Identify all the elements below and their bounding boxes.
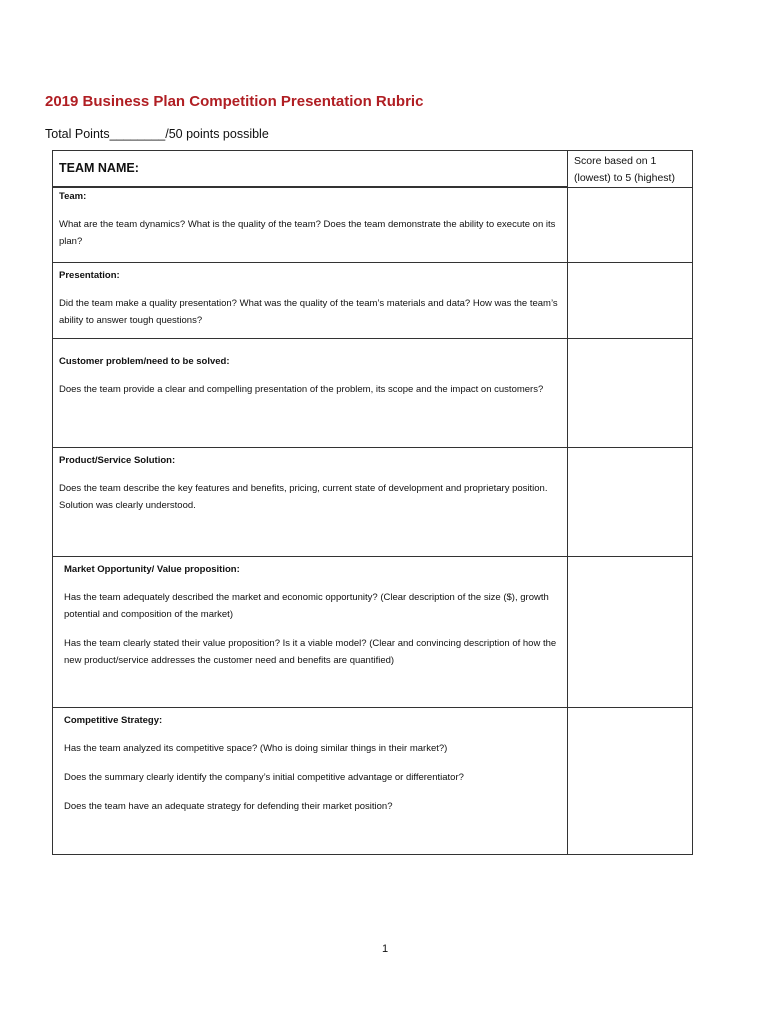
score-input-cell[interactable] <box>568 339 693 448</box>
criterion-question: Does the team describe the key features and benefits, pricing, current state of development and proprietary position. Solution was clearly understood. <box>59 483 548 511</box>
score-header-cell <box>568 151 693 188</box>
rubric-table <box>52 150 693 855</box>
criterion-cell <box>53 557 568 708</box>
criterion-title: Product/Service Solution: <box>59 455 176 466</box>
criterion-cell <box>53 188 568 263</box>
criterion-row-market-opportunity <box>53 557 693 708</box>
criterion-title: Customer problem/need to be solved: <box>59 356 230 367</box>
criterion-question: Does the team provide a clear and compelling presentation of the problem, its scope and the impact on customers? <box>59 384 544 395</box>
total-points-line: Total Points________/50 points possible <box>45 127 269 141</box>
criterion-row-presentation <box>53 263 693 339</box>
criterion-row-team <box>53 188 693 263</box>
document-title: 2019 Business Plan Competition Presentation Rubric <box>45 93 424 110</box>
criterion-title: Presentation: <box>59 270 120 281</box>
criterion-title: Competitive Strategy: <box>64 715 163 726</box>
criterion-question: Does the summary clearly identify the company’s initial competitive advantage or differentiator? <box>64 772 464 783</box>
page-number: 1 <box>381 943 389 955</box>
score-header: Score based on 1 (lowest) to 5 (highest) <box>574 155 675 184</box>
score-input-cell[interactable] <box>568 557 693 708</box>
score-input-cell[interactable] <box>568 263 693 339</box>
criterion-question: Has the team clearly stated their value proposition? Is it a viable model? (Clear and convincing description of how the new product/service addresses the customer need and benefits are quantified) <box>64 638 557 666</box>
score-input-cell[interactable] <box>568 708 693 855</box>
criterion-title: Market Opportunity/ Value proposition: <box>64 564 240 575</box>
criterion-question: Has the team analyzed its competitive space? (Who is doing similar things in their market?) <box>64 743 448 754</box>
score-input-cell[interactable] <box>568 448 693 557</box>
table-header-row <box>53 151 693 187</box>
criterion-title: Team: <box>59 191 87 202</box>
criterion-question: Has the team adequately described the market and economic opportunity? (Clear description of the size ($), growth potential and composition of the market) <box>64 592 549 620</box>
criterion-row-customer-problem <box>53 339 693 448</box>
criterion-question: Does the team have an adequate strategy for defending their market position? <box>64 801 393 812</box>
criterion-cell <box>53 708 568 855</box>
score-input-cell[interactable] <box>568 188 693 263</box>
team-name-cell[interactable] <box>53 151 568 187</box>
criterion-row-product-service <box>53 448 693 557</box>
team-name-label: TEAM NAME: <box>59 161 139 175</box>
criterion-row-competitive-strategy <box>53 708 693 855</box>
criterion-cell <box>53 339 568 448</box>
criterion-cell <box>53 263 568 339</box>
criterion-question: What are the team dynamics? What is the quality of the team? Does the team demonstrate the ability to execute on its plan? <box>59 219 556 247</box>
criterion-question: Did the team make a quality presentation? What was the quality of the team’s materials and data? How was the team’s ability to answer tough questions? <box>59 298 558 326</box>
criterion-cell <box>53 448 568 557</box>
